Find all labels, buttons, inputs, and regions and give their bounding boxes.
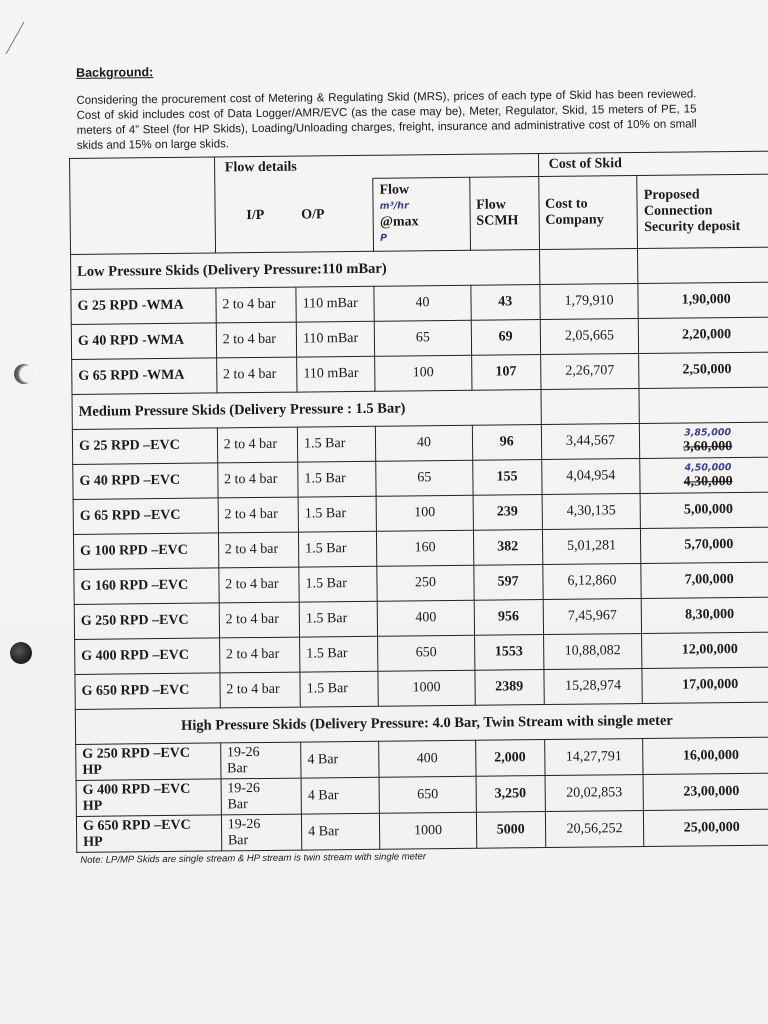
cost-cell: 5,01,281 bbox=[542, 529, 641, 565]
skid-name-cell: G 65 RPD –EVC bbox=[73, 498, 218, 535]
ip-cell: 2 to 4 bar bbox=[219, 637, 300, 673]
document-content bbox=[66, 53, 754, 866]
header-empty-cell bbox=[70, 157, 216, 255]
ip-cell: 2 to 4 bar bbox=[219, 567, 300, 603]
scmh-cell: 597 bbox=[474, 565, 543, 601]
ip-cell bbox=[221, 814, 302, 851]
scmh-cell: 155 bbox=[472, 460, 541, 496]
scmh-cell: 96 bbox=[472, 425, 541, 461]
scmh-cell: 239 bbox=[473, 495, 542, 531]
flow-cell: 650 bbox=[378, 635, 475, 671]
section-empty-cell bbox=[639, 387, 768, 423]
op-cell: 4 Bar bbox=[301, 777, 379, 814]
op-cell: 110 mBar bbox=[296, 321, 374, 357]
deposit-cell: 7,00,000 bbox=[641, 562, 768, 598]
header-proposed-line2: Connection bbox=[643, 203, 713, 219]
high-pressure-rows bbox=[76, 737, 768, 852]
deposit-stack bbox=[647, 461, 768, 490]
op-cell: 1.5 Bar bbox=[298, 461, 376, 497]
ip-line1: 19-26 bbox=[226, 744, 260, 760]
skid-name-line1: G 400 RPD –EVC bbox=[82, 781, 191, 798]
flow-cell: 1000 bbox=[380, 812, 477, 849]
cost-cell: 20,02,853 bbox=[545, 774, 644, 811]
op-cell: 4 Bar bbox=[302, 813, 380, 850]
op-cell: 110 mBar bbox=[296, 286, 374, 322]
ip-line1: 19-26 bbox=[227, 780, 261, 796]
skid-name-cell: G 25 RPD –EVC bbox=[72, 428, 217, 465]
flow-cell: 160 bbox=[377, 530, 474, 566]
header-cost-company-line1: Cost to bbox=[545, 196, 588, 212]
op-cell: 1.5 Bar bbox=[297, 426, 375, 462]
header-cost-company bbox=[538, 176, 638, 250]
deposit-cell: 8,30,000 bbox=[642, 597, 768, 633]
deposit-cell: 23,00,000 bbox=[643, 773, 768, 810]
ip-line2: Bar bbox=[227, 832, 249, 848]
cost-cell: 10,88,082 bbox=[543, 634, 642, 670]
flow-cell: 65 bbox=[376, 460, 473, 496]
skid-name-cell: G 40 RPD –EVC bbox=[73, 463, 218, 500]
deposit-cell bbox=[640, 457, 768, 493]
table-row bbox=[76, 809, 768, 852]
struck-deposit: 3,60,000 bbox=[683, 439, 733, 455]
skid-name-cell bbox=[76, 815, 221, 853]
ip-cell bbox=[221, 778, 302, 815]
cost-cell: 3,44,567 bbox=[541, 424, 640, 460]
scmh-cell: 1553 bbox=[474, 635, 543, 671]
ip-cell: 2 to 4 bar bbox=[219, 602, 300, 638]
scmh-cell: 956 bbox=[474, 600, 543, 636]
header-flow-scmh-line1: Flow bbox=[476, 197, 506, 213]
flow-cell: 40 bbox=[374, 285, 471, 321]
cost-cell: 2,05,665 bbox=[540, 319, 639, 355]
deposit-cell: 17,00,000 bbox=[642, 667, 768, 703]
footnote: Note: LP/MP Skids are single stream & HP stream is twin stream with single meter bbox=[80, 851, 427, 866]
ip-cell bbox=[220, 742, 301, 779]
skid-name-line2: HP bbox=[82, 762, 102, 778]
low-pressure-rows bbox=[71, 282, 768, 394]
ip-line1: 19-26 bbox=[227, 816, 261, 832]
flow-cell: 650 bbox=[379, 776, 476, 813]
section-title: Low Pressure Skids (Delivery Pressure:110 mBar) bbox=[71, 250, 540, 290]
cost-cell: 20,56,252 bbox=[545, 810, 644, 847]
flow-cell: 40 bbox=[376, 425, 473, 461]
header-op: O/P bbox=[295, 178, 374, 252]
flow-cell: 65 bbox=[374, 320, 471, 356]
deposit-cell: 5,70,000 bbox=[641, 527, 768, 563]
skid-name-line1: G 650 RPD –EVC bbox=[82, 817, 191, 834]
ip-cell: 2 to 4 bar bbox=[217, 462, 298, 498]
section-empty-cell bbox=[539, 249, 638, 285]
skid-name-cell: G 400 RPD –EVC bbox=[75, 638, 220, 675]
section-title: High Pressure Skids (Delivery Pressure: 4.0 Bar, Twin Stream with single meter bbox=[75, 702, 768, 744]
scmh-cell: 2,000 bbox=[475, 740, 544, 777]
header-flow-max-handwritten-p: P bbox=[380, 232, 388, 244]
skid-name-line2: HP bbox=[83, 834, 103, 850]
section-empty-cell bbox=[638, 247, 768, 283]
section-title: Medium Pressure Skids (Delivery Pressure : 1.5 Bar) bbox=[72, 390, 541, 430]
ip-cell: 2 to 4 bar bbox=[220, 672, 301, 708]
scmh-cell: 69 bbox=[471, 320, 540, 356]
ip-cell: 2 to 4 bar bbox=[218, 497, 299, 533]
deposit-cell bbox=[640, 422, 768, 458]
header-flow-details: Flow details bbox=[214, 154, 538, 180]
ip-cell: 2 to 4 bar bbox=[216, 322, 297, 358]
skid-name-cell bbox=[76, 779, 221, 817]
skid-name-cell: G 65 RPD -WMA bbox=[72, 358, 217, 395]
deposit-cell: 16,00,000 bbox=[643, 737, 768, 774]
skid-name-cell: G 40 RPD -WMA bbox=[71, 323, 216, 360]
header-flow-scmh-line2: SCMH bbox=[476, 213, 519, 229]
background-paragraph: Considering the procurement cost of Metering & Regulating Skid (MRS), prices of each type of Skid has been reviewed. Cost of skid includes cost of Data Logger/AMR/EVC (as the case may be), Meter, Regulator, Skid, 15 meters of PE, 15 meters of 4” Steel (for HP Skids), Loading/Unloading charges, freight, insurance and administrative cost of 10% on small skids and 15% on large skids. bbox=[76, 88, 697, 152]
skid-name-line1: G 250 RPD –EVC bbox=[82, 745, 191, 762]
op-cell: 1.5 Bar bbox=[299, 531, 377, 567]
ip-line2: Bar bbox=[227, 796, 248, 812]
skid-name-cell: G 250 RPD –EVC bbox=[74, 603, 219, 640]
ip-line2: Bar bbox=[227, 760, 248, 776]
ip-cell: 2 to 4 bar bbox=[217, 427, 298, 463]
ip-cell: 2 to 4 bar bbox=[216, 357, 297, 393]
header-proposed-line1: Proposed bbox=[643, 187, 700, 203]
section-empty-cell bbox=[541, 389, 640, 425]
scmh-cell: 382 bbox=[473, 530, 542, 566]
skid-name-cell bbox=[76, 743, 221, 781]
header-proposed bbox=[637, 174, 768, 248]
skid-name-cell: G 100 RPD –EVC bbox=[73, 533, 218, 570]
deposit-cell: 5,00,000 bbox=[640, 492, 768, 528]
op-cell: 1.5 Bar bbox=[299, 601, 377, 637]
header-proposed-line3: Security deposit bbox=[644, 218, 741, 235]
op-cell: 110 mBar bbox=[297, 356, 375, 392]
medium-pressure-rows bbox=[72, 422, 768, 709]
op-cell: 1.5 Bar bbox=[299, 566, 377, 602]
op-cell: 1.5 Bar bbox=[300, 636, 378, 672]
cost-cell: 14,27,791 bbox=[544, 738, 643, 775]
header-cost-of-skid: Cost of Skid bbox=[538, 151, 768, 176]
cost-cell: 7,45,967 bbox=[543, 599, 642, 635]
scmh-cell: 3,250 bbox=[476, 776, 545, 813]
cost-cell: 1,79,910 bbox=[539, 284, 638, 320]
scmh-cell: 107 bbox=[471, 355, 540, 391]
flow-cell: 100 bbox=[375, 355, 472, 391]
header-cost-company-line2: Company bbox=[545, 212, 604, 228]
pen-mark-icon bbox=[2, 18, 32, 58]
deposit-cell: 12,00,000 bbox=[642, 632, 768, 668]
flow-cell: 400 bbox=[377, 600, 474, 636]
op-cell: 1.5 Bar bbox=[300, 671, 378, 707]
background-title: Background: bbox=[76, 65, 154, 80]
struck-deposit: 4,30,000 bbox=[683, 474, 733, 490]
punch-hole-icon bbox=[14, 364, 34, 384]
flow-cell: 1000 bbox=[378, 670, 475, 706]
cost-cell: 15,28,974 bbox=[544, 668, 643, 704]
header-flow-max bbox=[373, 177, 470, 251]
cost-cell: 6,12,860 bbox=[542, 564, 641, 600]
handwritten-correction: 3,85,000 bbox=[684, 427, 732, 439]
op-cell: 1.5 Bar bbox=[298, 496, 376, 532]
scmh-cell: 43 bbox=[471, 285, 540, 321]
handwritten-correction: 4,50,000 bbox=[684, 462, 732, 474]
skid-name-line2: HP bbox=[82, 798, 103, 814]
deposit-cell: 25,00,000 bbox=[644, 809, 768, 846]
punch-hole-icon bbox=[10, 642, 32, 664]
cost-cell: 4,30,135 bbox=[542, 494, 641, 530]
flow-cell: 250 bbox=[377, 565, 474, 601]
deposit-stack bbox=[646, 426, 768, 455]
deposit-cell: 1,90,000 bbox=[638, 282, 768, 318]
cost-cell: 2,26,707 bbox=[540, 354, 639, 390]
header-flow-scmh bbox=[469, 177, 539, 251]
op-cell: 4 Bar bbox=[301, 741, 379, 778]
ip-cell: 2 to 4 bar bbox=[218, 532, 299, 568]
skid-name-cell: G 650 RPD –EVC bbox=[75, 673, 220, 710]
flow-cell: 400 bbox=[379, 740, 476, 777]
deposit-cell: 2,20,000 bbox=[639, 317, 768, 353]
header-ip: I/P bbox=[214, 179, 295, 253]
header-flow-max-handwritten: m³/hr bbox=[379, 200, 409, 212]
flow-cell: 100 bbox=[376, 495, 473, 531]
skid-name-cell: G 25 RPD -WMA bbox=[71, 288, 216, 325]
header-flow-max-line1: Flow bbox=[379, 182, 410, 198]
deposit-cell: 2,50,000 bbox=[639, 352, 768, 388]
skid-name-cell: G 160 RPD –EVC bbox=[74, 568, 219, 605]
skid-cost-table bbox=[69, 151, 768, 853]
header-flow-max-line2: @max bbox=[379, 214, 419, 230]
cost-cell: 4,04,954 bbox=[541, 459, 640, 495]
scmh-cell: 5000 bbox=[476, 812, 545, 849]
scmh-cell: 2389 bbox=[475, 670, 544, 706]
ip-cell: 2 to 4 bar bbox=[216, 287, 297, 323]
